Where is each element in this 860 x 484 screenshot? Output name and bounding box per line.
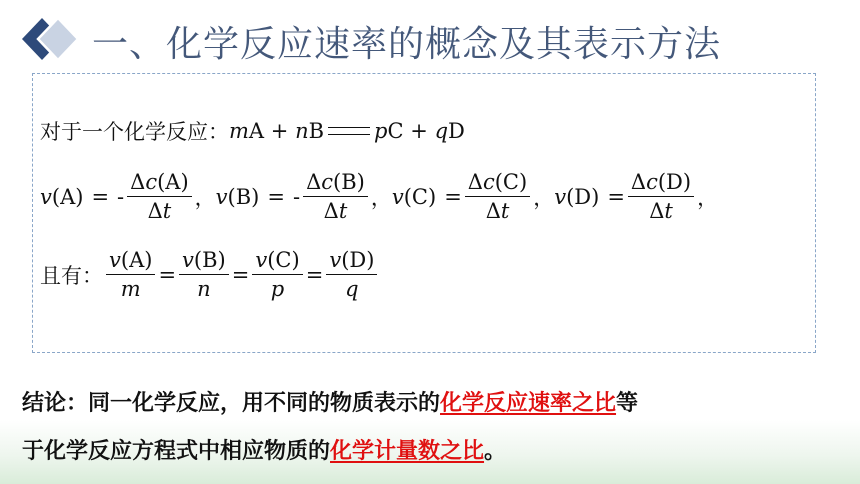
fraction-vc-over-p: $\frac{v(C)}{p}$ (252, 248, 302, 301)
species-b: B (308, 119, 325, 143)
fraction-dc-c-over-dt: $\frac{\Delta c(C)}{\Delta t}$ (465, 170, 530, 223)
fraction-va-over-m: $\frac{v(A)}{m}$ (106, 248, 155, 301)
minus-sign: - (117, 184, 125, 209)
comma: ， (533, 185, 555, 210)
species-c: C (387, 119, 404, 143)
equals-sign: = (305, 262, 324, 287)
conclusion-text: 于化学反应方程式中相应物质的 (22, 439, 331, 464)
species-a: A (248, 119, 265, 143)
highlight-rate-ratio: 化学反应速率之比 (440, 391, 617, 416)
conclusion-line-1 (22, 386, 638, 417)
equals-sign: = (607, 184, 625, 209)
double-diamond-icon (20, 14, 86, 64)
conclusion-text: 。 (484, 439, 507, 464)
coef-p: p (374, 119, 388, 143)
equals-sign: = (267, 184, 285, 209)
rate-a-label: v(A) (40, 184, 84, 209)
equals-sign: = (231, 262, 250, 287)
fraction-vb-over-n: $\frac{v(B)}{n}$ (179, 248, 229, 301)
rate-ratio-row (40, 248, 380, 301)
reaction-equation (229, 119, 324, 143)
reaction-row (40, 116, 465, 146)
comma: ， (697, 185, 719, 210)
conclusion-text: 结论：同一化学反应，用不同的物质表示的 (22, 391, 441, 416)
minus-sign: - (292, 184, 301, 209)
equals-sign: = (158, 262, 177, 287)
coef-m: m (229, 119, 249, 143)
fraction-dc-a-over-dt: $\frac{\Delta c(A)}{\Delta t}$ (127, 170, 192, 223)
equals-sign: = (444, 184, 462, 209)
rate-b-label: v(B) (215, 184, 260, 209)
plus-sign: + (270, 119, 289, 143)
species-d: D (448, 119, 465, 143)
fraction-dc-b-over-dt: $\frac{\Delta c(B)}{\Delta t}$ (303, 170, 368, 223)
fraction-vd-over-q: $\frac{v(D)}{q}$ (326, 248, 377, 301)
highlight-coefficient-ratio: 化学计量数之比 (330, 439, 485, 464)
comma: ， (370, 185, 392, 210)
coef-n: n (295, 119, 309, 143)
coef-q: q (434, 119, 449, 143)
conclusion-line-2 (22, 434, 506, 465)
slide-title: 一、化学反应速率的概念及其表示方法 (92, 24, 722, 65)
reaction-products (374, 119, 465, 143)
rate-c-label: v(C) (391, 184, 437, 209)
rate-definitions-row (40, 170, 718, 223)
reaction-intro-text: 对于一个化学反应： (40, 120, 229, 144)
ratio-intro-text: 且有： (40, 263, 103, 288)
equals-sign: = (91, 184, 110, 209)
comma: ， (194, 185, 216, 210)
plus-sign: + (410, 119, 428, 143)
fraction-dc-d-over-dt: $\frac{\Delta c(D)}{\Delta t}$ (628, 170, 694, 223)
rate-d-label: v(D) (554, 184, 600, 209)
double-bar-equals-icon (328, 127, 370, 135)
conclusion-text: 等 (616, 391, 639, 416)
